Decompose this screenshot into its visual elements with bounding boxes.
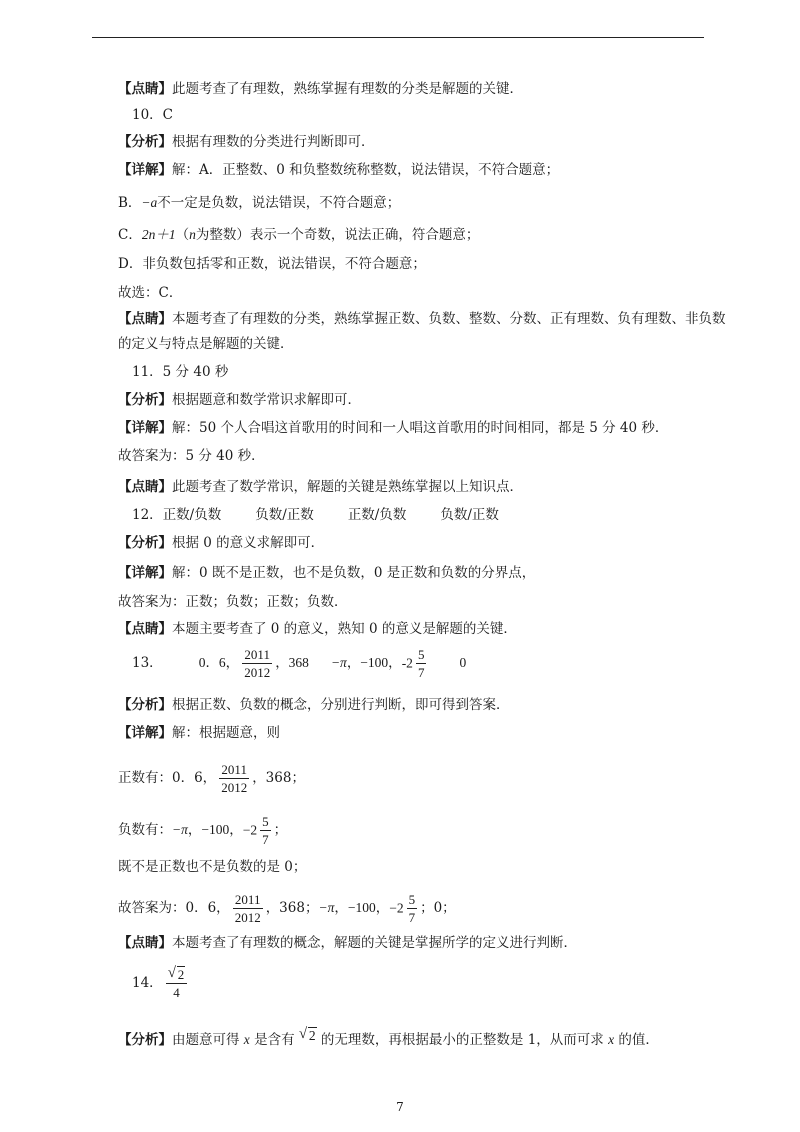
denominator: 7 [408,910,416,925]
positive-list [118,763,305,794]
tag-xiangjie: 【详解】 [118,725,172,741]
answer-12 [132,505,499,525]
tag-xiangjie: 【详解】 [118,420,172,436]
tag-fenxi: 【分析】 [118,697,172,713]
sep: ， [187,822,202,838]
question-number: 12． [132,507,163,523]
answer-10: 10．C [132,107,174,123]
text: 表示一个奇数，说法正确，符合题意； [249,227,480,243]
tag-fenxi: 【分析】 [118,535,172,551]
text: 此题考查了数学常识，解题的关键是熟练掌握以上知识点． [172,479,523,495]
tag-dianjing: 【点睛】 [118,311,172,327]
comment-line [118,933,577,953]
answer-11: 11．5 分 40 秒 [132,364,229,380]
answer-line: 故答案为：5 分 40 秒． [118,448,265,464]
numerator: 5 [417,647,425,662]
tag-dianjing: 【点睛】 [118,81,172,97]
tag-dianjing: 【点睛】 [118,621,172,637]
detail-line [118,160,559,180]
text: 解：根据题意，则 [172,725,280,741]
fraction [219,763,249,794]
header-rule [92,37,704,38]
text: 的无理数，再根据最小的正整数是 1，从而可求 [316,1032,609,1048]
text: 根据 0 的意义求解即可． [172,535,325,551]
radicand: 2 [177,967,185,982]
answer-line [118,893,456,924]
value-negative: ，−100， [346,655,402,670]
fraction [166,965,188,1000]
option-b [118,193,400,213]
comment-line [118,309,726,329]
value-positive: ，368 [275,655,309,670]
page-number: 7 [396,1100,404,1114]
text: 本题考查了有理数的分类，熟练掌握正数、负数、整数、分数、正有理数、负有理数、非负数 [172,311,726,327]
tag-fenxi: 【分析】 [118,134,172,150]
analysis-line [118,533,324,553]
text: 的值． [614,1032,659,1048]
paren-text: 为整数） [195,227,250,243]
denominator: 2012 [234,910,261,925]
sqrt: √ 2 [298,1026,316,1043]
var-x: x [243,1032,250,1047]
tag-dianjing: 【点睛】 [118,935,172,951]
text: 由题意可得 [172,1032,244,1048]
value-zero: 0 [459,655,467,670]
value: −100 [347,900,376,915]
text: 根据有理数的分类进行判断即可． [172,134,375,150]
text: ；0； [420,900,456,916]
answer-13 [132,648,466,679]
text: ，368； [265,900,319,916]
analysis-line [118,132,375,152]
whole-part: -2 [401,655,413,671]
option-d: D．非负数包括零和正数，说法错误，不符合题意； [118,256,426,272]
answer-line: 故答案为：正数；负数；正数；负数． [118,594,348,610]
text: 解：50 个人合唱这首歌用的时间和一人唱这首歌用的时间相同，都是 5 分 40 秒． [172,420,669,436]
numerator: 5 [408,892,416,907]
whole-part: −2 [389,900,404,916]
math-expr: 2n＋1 [141,227,176,242]
fraction [260,815,271,846]
text: 此题考查了有理数，熟练掌握有理数的分类是解题的关键． [172,81,523,97]
text: 不一定是负数，说法错误，不符合题意； [157,195,401,211]
text: 解：0 既不是正数，也不是负数，0 是正数和负数的分界点， [172,565,536,581]
neither-line: 既不是正数也不是负数的是 0； [118,859,307,875]
text: ，368； [252,770,305,786]
tag-fenxi: 【分析】 [118,392,172,408]
math-expr: −a [141,195,158,210]
text: 本题考查了有理数的概念，解题的关键是掌握所学的定义进行判断． [172,935,577,951]
comment-line [118,619,517,639]
fraction [416,648,427,679]
choice-line: 故选：C． [118,285,183,301]
analysis-line [118,695,510,715]
numerator: 5 [262,814,269,829]
detail-line [118,563,535,583]
option-label: B． [118,195,142,211]
fraction [407,893,418,924]
value: −π [318,900,335,915]
var-n: n [189,227,196,242]
radicand: 2 [308,1028,316,1043]
denominator: 2012 [221,780,248,795]
value-positive: 0．6， [198,655,240,670]
whole-part: −2 [242,822,258,838]
mixed-number [389,893,420,924]
text: 解：A．正整数、0 和负整数统称整数，说法错误，不符合题意； [172,162,560,178]
denominator: 2012 [244,665,271,680]
mixed-number [402,648,430,679]
value: −π [172,822,188,837]
sep: ， [334,900,348,916]
sep: ， [229,822,243,838]
option-label: C． [118,227,142,243]
text: 是含有 [249,1032,299,1048]
var-x: x [608,1032,615,1047]
blank-3: 正数/负数 [347,507,407,523]
numerator: 2011 [242,648,272,664]
denominator: 7 [417,665,425,680]
blank-4: 负数/正数 [440,507,499,523]
text: 本题主要考查了 0 的意义，熟知 0 的意义是解题的关键． [172,621,517,637]
value-negative: −π [330,655,347,670]
question-number: 13． [132,655,163,671]
detail-line [118,723,280,743]
tag-fenxi: 【分析】 [118,1032,172,1048]
comment-line [118,477,523,497]
tag-dianjing: 【点睛】 [118,479,172,495]
text: 根据正数、负数的概念，分别进行判断，即可得到答案． [172,697,510,713]
blank-2: 负数/正数 [255,507,314,523]
detail-line [118,418,668,438]
analysis-line [118,1026,659,1050]
label: 故答案为：0．6， [118,900,230,916]
fraction [242,648,272,679]
numerator: 2011 [233,893,263,909]
sqrt: √ 2 [167,965,185,982]
mixed-number [243,815,274,846]
question-number: 14． [132,975,163,991]
value: −100 [201,822,230,837]
numerator [166,965,188,984]
fraction [233,893,263,924]
text: ； [273,822,288,838]
paren-open: （ [175,227,190,243]
label: 负数有： [118,822,172,838]
negative-list [118,815,287,846]
sep: ， [375,900,390,916]
numerator: 2011 [219,763,249,779]
blank-1: 正数/负数 [162,507,222,523]
comment-continued: 的定义与特点是解题的关键． [118,336,294,352]
option-c [118,225,479,245]
denominator: 4 [173,985,180,1000]
tag-xiangjie: 【详解】 [118,162,172,178]
denominator: 7 [262,832,269,847]
tag-xiangjie: 【详解】 [118,565,172,581]
analysis-line [118,390,361,410]
answer-14 [132,965,190,1000]
label: 正数有：0．6， [118,770,217,786]
comment-line [118,79,523,99]
text: 根据题意和数学常识求解即可． [172,392,361,408]
